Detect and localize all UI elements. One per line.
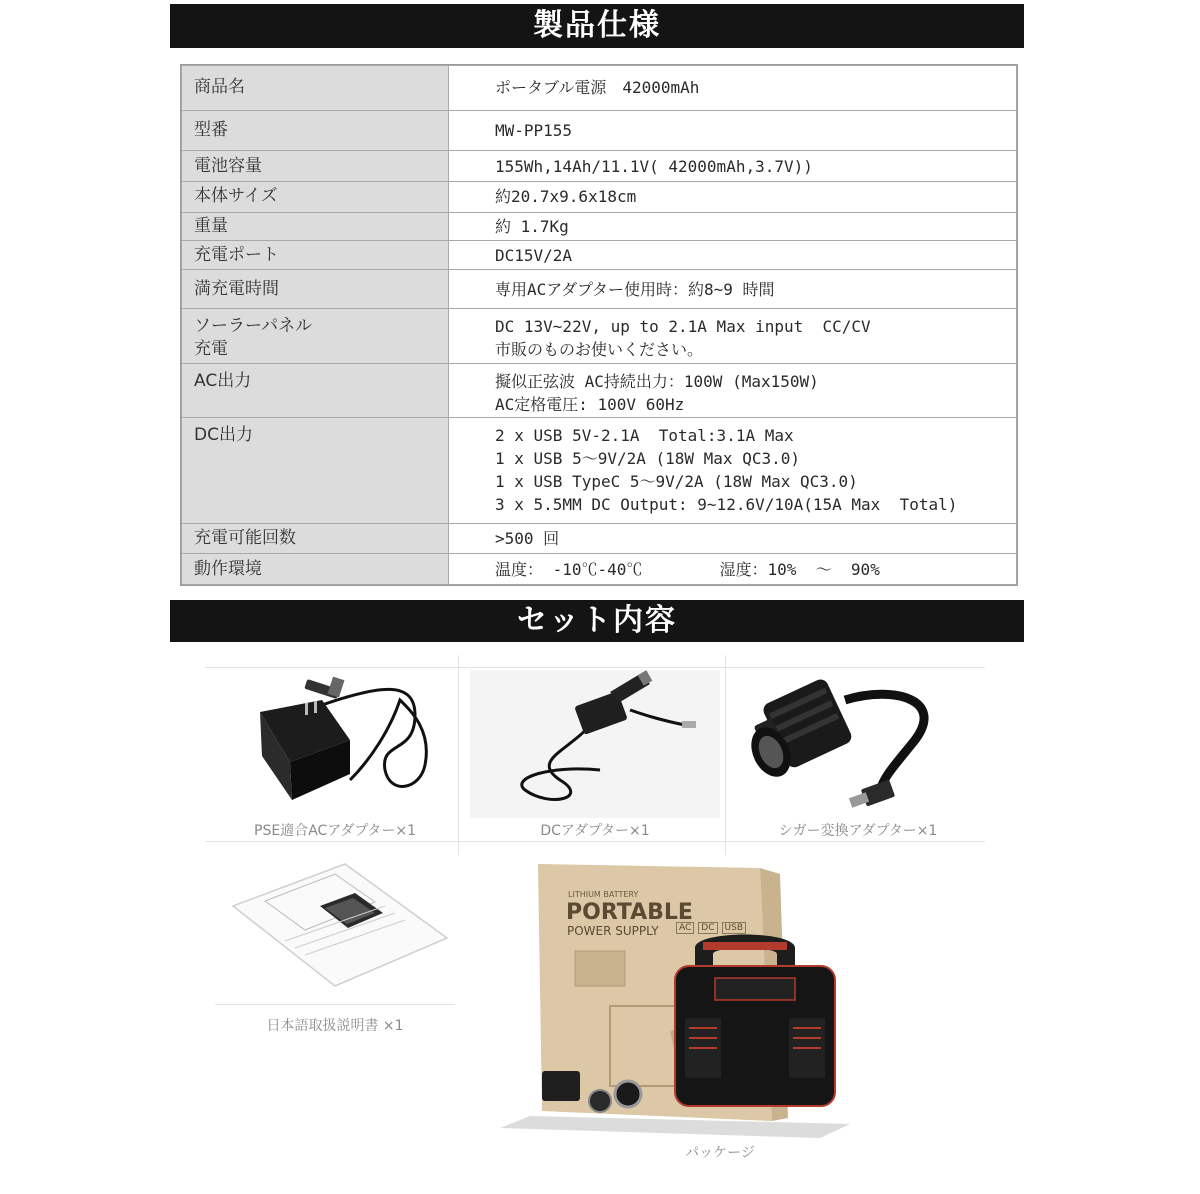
spec-section-title: 製品仕様 xyxy=(170,4,1024,48)
ac-adapter-photo xyxy=(210,670,454,818)
spec-label xyxy=(182,309,449,364)
spec-row xyxy=(182,110,1017,151)
dc-adapter-caption: DCアダプター×1 xyxy=(540,823,650,839)
package-photo xyxy=(490,856,890,1146)
spec-label xyxy=(182,418,449,524)
spec-row xyxy=(182,554,1017,585)
box-badges xyxy=(676,922,746,934)
spec-value-line: AC定格電圧: 100V 60Hz xyxy=(495,395,685,415)
spec-label xyxy=(182,523,449,554)
spec-label-line: DC出力 xyxy=(194,425,253,445)
spec-row xyxy=(182,151,1017,182)
ac-adapter-icon xyxy=(210,670,454,818)
box-small-text: LITHIUM BATTERY xyxy=(568,890,639,899)
spec-value xyxy=(449,212,1017,240)
cigar-adapter-caption: シガー変換アダプター×1 xyxy=(778,823,938,839)
ac-adapter-caption: PSE適合ACアダプター×1 xyxy=(254,823,416,839)
spec-label xyxy=(182,181,449,212)
spec-value xyxy=(449,181,1017,212)
badge-ac: AC xyxy=(676,922,694,934)
spec-row xyxy=(182,418,1017,524)
dc-adapter-icon xyxy=(470,670,720,818)
set-section-title: セット内容 xyxy=(170,600,1024,642)
cigar-adapter-photo xyxy=(735,670,981,818)
spec-label-line: 電池容量 xyxy=(194,155,262,176)
package-caption: パッケージ xyxy=(685,1145,755,1161)
spec-row xyxy=(182,240,1017,270)
spec-label-line: 本体サイズ xyxy=(194,186,278,207)
spec-label xyxy=(182,66,449,111)
box-title-line1: PORTABLE xyxy=(566,900,693,925)
spec-row xyxy=(182,212,1017,240)
spec-label xyxy=(182,270,449,309)
spec-value xyxy=(449,66,1017,111)
spec-label-line: 充電 xyxy=(194,339,228,360)
spec-row xyxy=(182,523,1017,554)
spec-label-line: 重量 xyxy=(194,215,228,236)
spec-row xyxy=(182,270,1017,309)
spec-value xyxy=(449,309,1017,364)
spec-value-line: 1 x USB TypeC 5～9V/2A (18W Max QC3.0) xyxy=(495,472,858,491)
spec-value-line: MW-PP155 xyxy=(495,121,573,141)
spec-label xyxy=(182,151,449,182)
spec-value-line: 市販のものお使いください。 xyxy=(495,340,704,360)
spec-label xyxy=(182,364,449,418)
spec-value-line: 1 x USB 5～9V/2A (18W Max QC3.0) xyxy=(495,449,800,468)
spec-value xyxy=(449,240,1017,270)
spec-value-line: 約20.7x9.6x18cm xyxy=(495,187,637,207)
spec-label-line: 商品名 xyxy=(194,77,245,98)
divider xyxy=(725,655,726,855)
spec-value-line: 2 x USB 5V-2.1A Total:3.1A Max xyxy=(495,426,794,445)
divider xyxy=(205,841,985,842)
spec-label-line: 充電ポート xyxy=(194,244,279,265)
spec-row xyxy=(182,66,1017,111)
spec-value xyxy=(449,364,1017,418)
spec-row xyxy=(182,181,1017,212)
spec-value-line: DC 13V~22V, up to 2.1A Max input CC/CV xyxy=(495,317,871,337)
spec-label xyxy=(182,554,449,585)
divider xyxy=(458,655,459,855)
spec-label-line: 動作環境 xyxy=(194,558,262,579)
spec-value xyxy=(449,110,1017,151)
badge-usb: USB xyxy=(722,922,746,934)
spec-label xyxy=(182,212,449,240)
manual-photo xyxy=(225,856,455,996)
divider xyxy=(205,667,985,668)
spec-label-line: 満充電時間 xyxy=(194,278,279,299)
spec-row xyxy=(182,364,1017,418)
spec-value-line: ポータブル電源 42000mAh xyxy=(495,78,700,98)
spec-value-line: 3 x 5.5MM DC Output: 9~12.6V/10A(15A Max Total) xyxy=(495,495,958,514)
manual-icon xyxy=(225,856,455,996)
dc-adapter-photo xyxy=(470,670,720,818)
spec-value-line: 専用ACアダプター使用時：約8~9 時間 xyxy=(495,279,775,299)
spec-row xyxy=(182,309,1017,364)
spec-table xyxy=(180,64,1018,586)
spec-value-line: 155Wh,14Ah/11.1V( 42000mAh,3.7V)) xyxy=(495,156,813,176)
spec-value xyxy=(449,151,1017,182)
box-title-line2: POWER SUPPLY xyxy=(567,924,659,938)
spec-value xyxy=(449,270,1017,309)
spec-label xyxy=(182,110,449,151)
manual-caption: 日本語取扱説明書 ×1 xyxy=(266,1018,404,1034)
spec-label xyxy=(182,240,449,270)
spec-value xyxy=(449,523,1017,554)
cigar-adapter-icon xyxy=(735,670,981,818)
divider xyxy=(215,1004,455,1005)
spec-label-line: ソーラーパネル xyxy=(194,316,313,337)
spec-value-line: 擬似正弦波 AC持続出力：100W (Max150W) xyxy=(495,372,819,392)
spec-value xyxy=(449,554,1017,585)
spec-value-line: DC15V/2A xyxy=(495,245,573,265)
spec-label-line: 型番 xyxy=(194,120,228,141)
spec-value xyxy=(449,418,1017,524)
spec-value-line: 温度： -10℃-40℃ 湿度：10% ～ 90% xyxy=(495,559,880,579)
spec-value-line: 約 1.7Kg xyxy=(495,216,569,236)
spec-label-line: 充電可能回数 xyxy=(194,528,296,549)
badge-dc: DC xyxy=(698,922,717,934)
spec-value-line: >500 回 xyxy=(495,529,560,549)
spec-label-line: AC出力 xyxy=(194,371,252,392)
